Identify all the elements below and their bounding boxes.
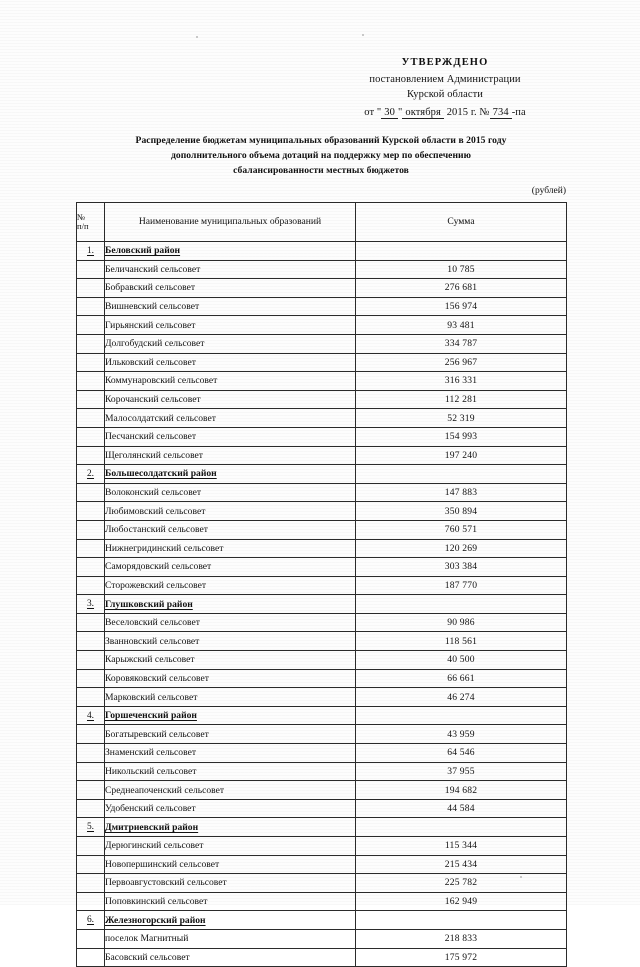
municipality-name: Гирьянский сельсовет <box>105 316 356 335</box>
column-header-sum: Сумма <box>356 203 567 242</box>
document-title <box>78 134 564 179</box>
title-line-1: Распределение бюджетам муниципальных образований Курской области в 2015 году <box>135 135 507 146</box>
row-number <box>77 502 105 521</box>
table-row <box>77 446 567 465</box>
district-row <box>77 595 567 614</box>
municipality-name: Сторожевский сельсовет <box>105 576 356 595</box>
amount-value: 154 993 <box>356 427 567 446</box>
amount-value: 90 986 <box>356 613 567 632</box>
row-number <box>77 427 105 446</box>
district-row <box>77 242 567 261</box>
municipality-name: Долгобудский сельсовет <box>105 334 356 353</box>
table-row <box>77 613 567 632</box>
municipality-name: Малосолдатский сельсовет <box>105 409 356 428</box>
title-line-3: сбалансированности местных бюджетов <box>233 164 409 176</box>
table-row <box>77 334 567 353</box>
amount-value: 350 894 <box>356 502 567 521</box>
scan-speck <box>196 36 198 38</box>
table-row <box>77 409 567 428</box>
amount-value: 162 949 <box>356 892 567 911</box>
row-number <box>77 781 105 800</box>
row-number <box>77 558 105 577</box>
amount-value <box>356 706 567 725</box>
amount-value: 256 967 <box>356 353 567 372</box>
amount-value: 197 240 <box>356 446 567 465</box>
amount-value: 66 661 <box>356 669 567 688</box>
amount-value: 112 281 <box>356 390 567 409</box>
row-number <box>77 632 105 651</box>
municipality-name: Знаменский сельсовет <box>105 744 356 763</box>
municipality-name: Коммунаровский сельсовет <box>105 372 356 391</box>
row-number <box>77 520 105 539</box>
row-number <box>77 279 105 298</box>
municipality-name: Ильковский сельсовет <box>105 353 356 372</box>
row-number: 3. <box>77 595 105 614</box>
table-row <box>77 353 567 372</box>
row-number <box>77 725 105 744</box>
scan-speck <box>362 34 364 36</box>
district-name <box>105 465 356 484</box>
municipality-name: Дерюгинский сельсовет <box>105 837 356 856</box>
row-number <box>77 613 105 632</box>
amount-value: 147 883 <box>356 483 567 502</box>
table-row <box>77 669 567 688</box>
municipality-name: Поповкинский сельсовет <box>105 892 356 911</box>
district-name <box>105 595 356 614</box>
row-number <box>77 874 105 893</box>
row-number: 4. <box>77 706 105 725</box>
row-number <box>77 372 105 391</box>
distribution-table-wrapper <box>76 202 566 967</box>
document-number: 734 <box>490 107 512 119</box>
row-number <box>77 799 105 818</box>
amount-value: 218 833 <box>356 929 567 948</box>
row-number: 5. <box>77 818 105 837</box>
municipality-name: Басовский сельсовет <box>105 948 356 967</box>
municipality-name: Новопершинский сельсовет <box>105 855 356 874</box>
row-number <box>77 837 105 856</box>
document-number-suffix: -па <box>511 106 526 118</box>
distribution-table <box>76 202 567 967</box>
row-number <box>77 688 105 707</box>
table-row <box>77 372 567 391</box>
district-name-text: Железногорский район <box>105 914 206 926</box>
column-header-number <box>77 203 105 242</box>
table-row <box>77 483 567 502</box>
row-number <box>77 855 105 874</box>
date-month: октября <box>402 107 444 119</box>
municipality-name: Никольский сельсовет <box>105 762 356 781</box>
row-number <box>77 651 105 670</box>
municipality-name: Корочанский сельсовет <box>105 390 356 409</box>
district-row <box>77 465 567 484</box>
table-row <box>77 558 567 577</box>
table-row <box>77 837 567 856</box>
row-number <box>77 390 105 409</box>
district-name <box>105 706 356 725</box>
row-number <box>77 353 105 372</box>
amount-value: 10 785 <box>356 260 567 279</box>
date-day: 30 <box>381 107 398 119</box>
approval-region-line: Курской области <box>406 89 484 101</box>
municipality-name: Коровяковский сельсовет <box>105 669 356 688</box>
district-name-text: Большесолдатский район <box>105 468 217 480</box>
municipality-name: Волоконский сельсовет <box>105 483 356 502</box>
municipality-name: поселок Магнитный <box>105 929 356 948</box>
column-header-number-line1: № <box>77 211 86 222</box>
amount-value: 225 782 <box>356 874 567 893</box>
title-line-2: дополнительного объема дотаций на поддержку мер по обеспечению <box>170 149 472 161</box>
amount-value: 276 681 <box>356 279 567 298</box>
approval-title: УТВЕРЖДЕНО <box>401 57 489 68</box>
row-number: 1. <box>77 242 105 261</box>
row-number <box>77 762 105 781</box>
row-number <box>77 892 105 911</box>
row-number: 2. <box>77 465 105 484</box>
municipality-name: Любимовский сельсовет <box>105 502 356 521</box>
row-number <box>77 334 105 353</box>
column-header-number-line2: п/п <box>77 221 89 231</box>
amount-value: 46 274 <box>356 688 567 707</box>
municipality-name: Саморядовский сельсовет <box>105 558 356 577</box>
column-header-name: Наименование муниципальных образований <box>105 203 356 242</box>
date-quote: " <box>397 106 403 118</box>
municipality-name: Званновский сельсовет <box>105 632 356 651</box>
amount-value: 40 500 <box>356 651 567 670</box>
table-header-row <box>77 203 567 242</box>
row-number <box>77 409 105 428</box>
row-number <box>77 744 105 763</box>
table-row <box>77 725 567 744</box>
municipality-name: Среднеапоченский сельсовет <box>105 781 356 800</box>
amount-value <box>356 465 567 484</box>
table-row <box>77 539 567 558</box>
table-row <box>77 781 567 800</box>
row-number <box>77 446 105 465</box>
table-row <box>77 297 567 316</box>
table-row <box>77 427 567 446</box>
table-row <box>77 948 567 967</box>
amount-value: 175 972 <box>356 948 567 967</box>
district-name <box>105 242 356 261</box>
amount-value: 187 770 <box>356 576 567 595</box>
table-body <box>77 242 567 967</box>
table-row <box>77 929 567 948</box>
table-row <box>77 688 567 707</box>
amount-value <box>356 818 567 837</box>
amount-value <box>356 595 567 614</box>
table-row <box>77 520 567 539</box>
amount-value: 118 561 <box>356 632 567 651</box>
amount-value: 37 955 <box>356 762 567 781</box>
amount-value: 156 974 <box>356 297 567 316</box>
table-row <box>77 874 567 893</box>
table-row <box>77 316 567 335</box>
amount-value: 760 571 <box>356 520 567 539</box>
row-number <box>77 929 105 948</box>
amount-value: 120 269 <box>356 539 567 558</box>
table-row <box>77 390 567 409</box>
district-name-text: Глушковский район <box>105 598 193 610</box>
municipality-name: Любостанский сельсовет <box>105 520 356 539</box>
approval-registration-line <box>300 105 590 120</box>
district-name-text: Горшеченский район <box>105 710 197 722</box>
municipality-name: Беличанский сельсовет <box>105 260 356 279</box>
amount-value: 44 584 <box>356 799 567 818</box>
row-number <box>77 297 105 316</box>
amount-value: 316 331 <box>356 372 567 391</box>
district-name <box>105 911 356 930</box>
municipality-name: Веселовский сельсовет <box>105 613 356 632</box>
amount-value: 64 546 <box>356 744 567 763</box>
amount-value <box>356 242 567 261</box>
scan-speck <box>520 876 522 878</box>
municipality-name: Вишневский сельсовет <box>105 297 356 316</box>
municipality-name: Песчанский сельсовет <box>105 427 356 446</box>
row-number <box>77 539 105 558</box>
approval-block <box>300 55 590 120</box>
municipality-name: Нижнегридинский сельсовет <box>105 539 356 558</box>
table-row <box>77 576 567 595</box>
municipality-name: Богатыревский сельсовет <box>105 725 356 744</box>
date-prefix: от " <box>364 106 382 118</box>
table-row <box>77 892 567 911</box>
table-row <box>77 632 567 651</box>
table-row <box>77 855 567 874</box>
row-number: 6. <box>77 911 105 930</box>
amount-value: 115 344 <box>356 837 567 856</box>
approval-authority-line: постановлением Администрации <box>369 74 521 86</box>
row-number <box>77 576 105 595</box>
amount-value: 334 787 <box>356 334 567 353</box>
table-row <box>77 279 567 298</box>
date-year-and-number-label: 2015 г. № <box>446 106 490 118</box>
row-number <box>77 669 105 688</box>
district-row <box>77 911 567 930</box>
amount-value: 52 319 <box>356 409 567 428</box>
municipality-name: Бобравский сельсовет <box>105 279 356 298</box>
district-name-text: Беловский район <box>105 245 181 257</box>
amount-value: 215 434 <box>356 855 567 874</box>
table-header <box>77 203 567 242</box>
municipality-name: Первоавгустовский сельсовет <box>105 874 356 893</box>
amount-value: 194 682 <box>356 781 567 800</box>
amount-value: 43 959 <box>356 725 567 744</box>
district-row <box>77 818 567 837</box>
district-name <box>105 818 356 837</box>
district-row <box>77 706 567 725</box>
row-number <box>77 948 105 967</box>
district-name-text: Дмитриевский район <box>105 821 199 833</box>
table-row <box>77 651 567 670</box>
municipality-name: Удобенский сельсовет <box>105 799 356 818</box>
units-note: (рублей) <box>531 186 566 196</box>
table-row <box>77 799 567 818</box>
table-row <box>77 744 567 763</box>
amount-value: 93 481 <box>356 316 567 335</box>
table-row <box>77 260 567 279</box>
row-number <box>77 483 105 502</box>
table-row <box>77 502 567 521</box>
municipality-name: Марковский сельсовет <box>105 688 356 707</box>
table-row <box>77 762 567 781</box>
municipality-name: Щеголянский сельсовет <box>105 446 356 465</box>
amount-value: 303 384 <box>356 558 567 577</box>
amount-value <box>356 911 567 930</box>
row-number <box>77 260 105 279</box>
row-number <box>77 316 105 335</box>
municipality-name: Карыжский сельсовет <box>105 651 356 670</box>
